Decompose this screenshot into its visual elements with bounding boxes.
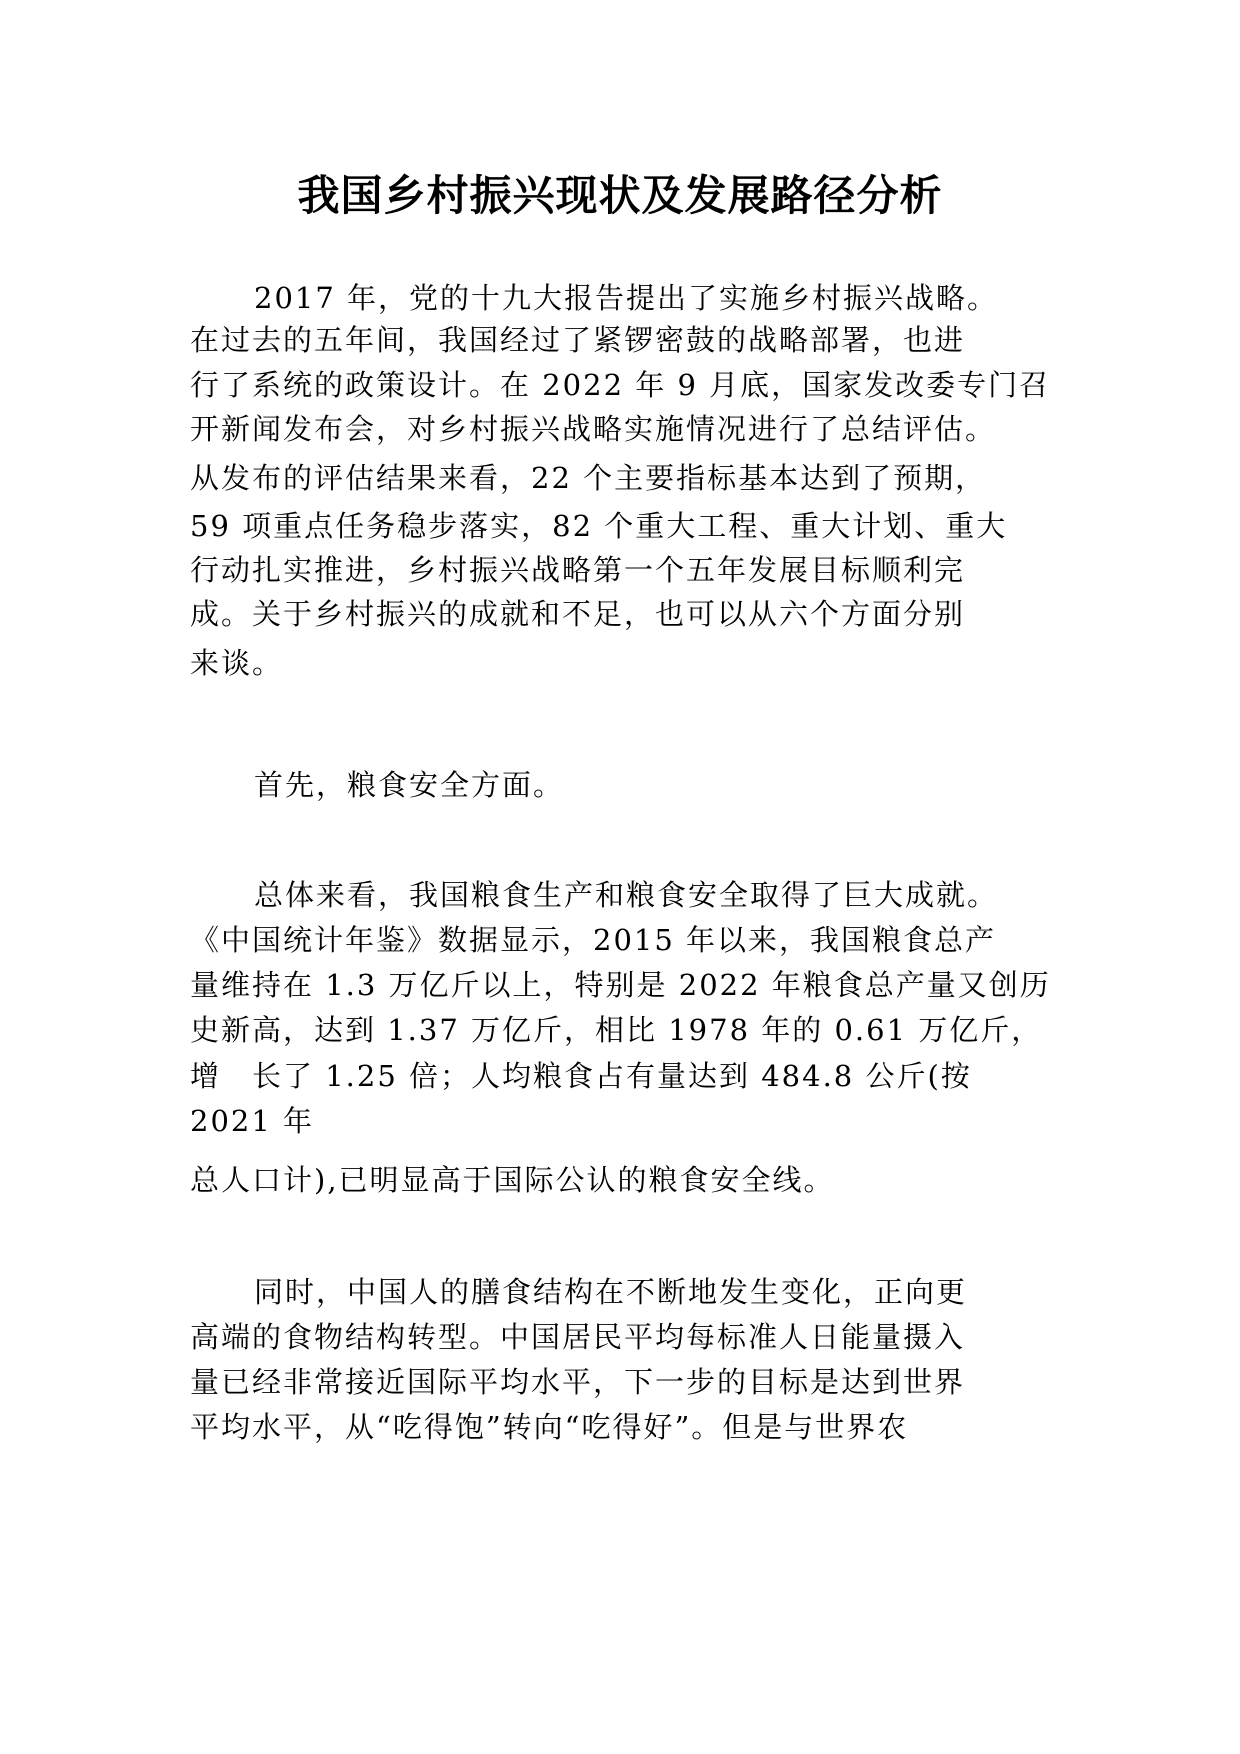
text-line: 量已经非常接近国际平均水平，下一步的目标是达到世界 [190, 1365, 966, 1399]
text-line: 《中国统计年鉴》数据显示，2015 年以来，我国粮食总产 [190, 923, 997, 957]
text-line: 总人口计),已明显高于国际公认的粮食安全线。 [190, 1163, 835, 1197]
document-title: 我国乡村振兴现状及发展路径分析 [297, 171, 943, 220]
text-line: 平均水平，从“吃得饱”转向“吃得好”。但是与世界农 [190, 1410, 909, 1444]
text-line: 高端的食物结构转型。中国居民平均每标准人日能量摄入 [190, 1320, 966, 1354]
text-line: 来谈。 [190, 646, 284, 680]
text-line: 史新高，达到 1.37 万亿斤，相比 1978 年的 0.61 万亿斤， [190, 1013, 1043, 1047]
text-line: 开新闻发布会，对乡村振兴战略实施情况进行了总结评估。 [190, 412, 997, 446]
text-line: 成。关于乡村振兴的成就和不足，也可以从六个方面分别 [190, 597, 966, 631]
text-line: 同时，中国人的膳食结构在不断地发生变化，正向更 [254, 1275, 968, 1309]
text-line: 59 项重点任务稳步落实，82 个重大工程、重大计划、重大 [190, 509, 1008, 543]
text-line: 量维持在 1.3 万亿斤以上，特别是 2022 年粮食总产量又创历 [190, 968, 1051, 1002]
text-line: 2017 年，党的十九大报告提出了实施乡村振兴战略。 [254, 281, 999, 315]
text-line: 2021 年 [190, 1104, 315, 1138]
text-line: 总体来看，我国粮食生产和粮食安全取得了巨大成就。 [254, 878, 999, 912]
text-line: 在过去的五年间，我国经过了紧锣密鼓的战略部署，也进 [190, 323, 966, 357]
text-line: 首先，粮食安全方面。 [254, 768, 565, 802]
text-line: 行动扎实推进，乡村振兴战略第一个五年发展目标顺利完 [190, 553, 966, 587]
text-line: 从发布的评估结果来看，22 个主要指标基本达到了预期， [190, 461, 987, 495]
text-line: 增 长了 1.25 倍；人均粮食占有量达到 484.8 公斤(按 [190, 1059, 972, 1093]
text-line: 行了系统的政策设计。在 2022 年 9 月底，国家发改委专门召 [190, 368, 1051, 402]
